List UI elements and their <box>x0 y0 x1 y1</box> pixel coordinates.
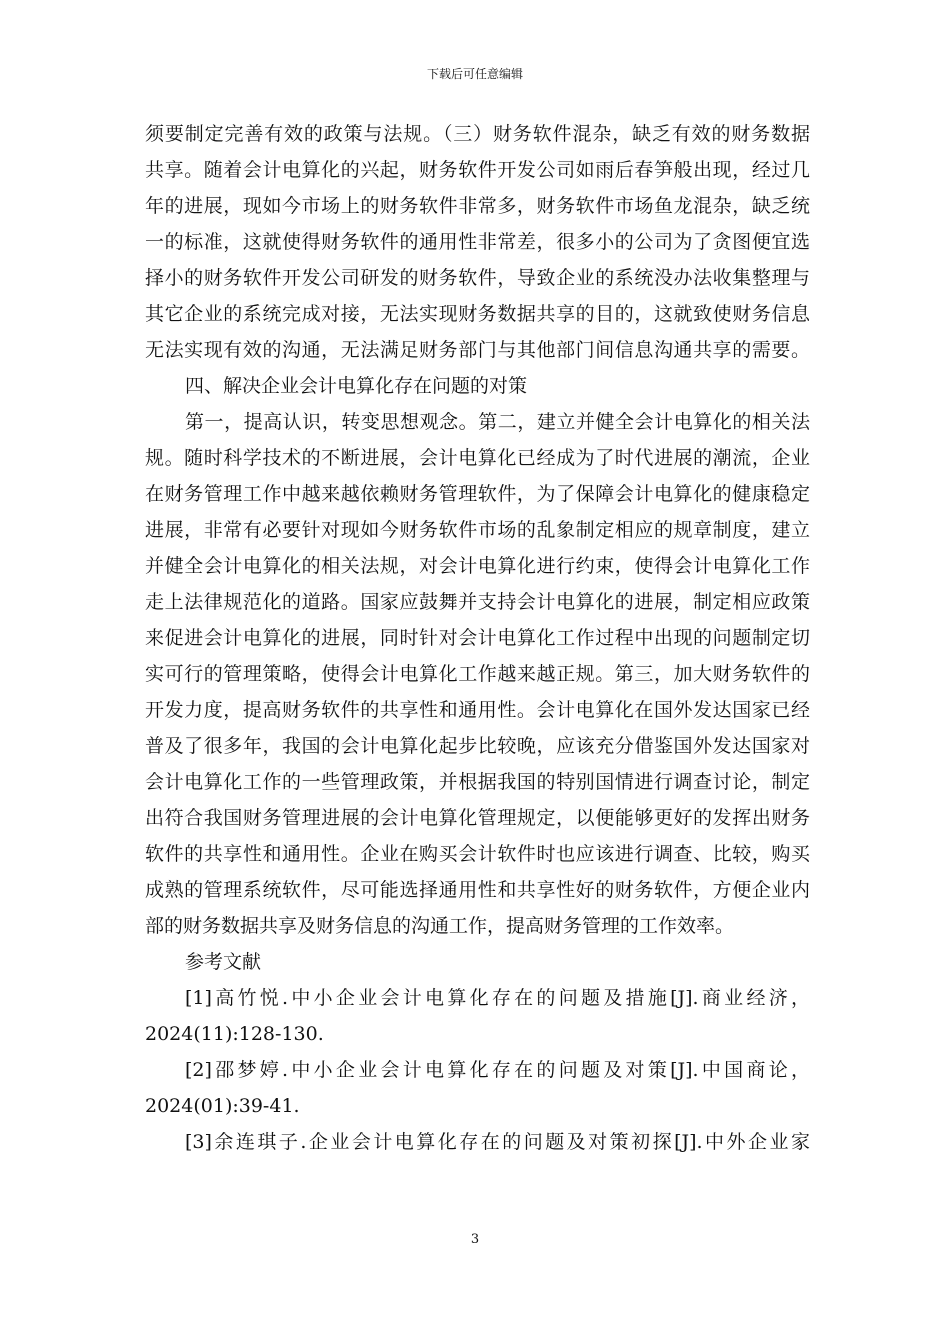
paragraph-line: 并健全会计电算化的相关法规，对会计电算化进行约束，使得会计电算化工作 <box>145 555 810 577</box>
paragraph-line: 共享。随着会计电算化的兴起，财务软件开发公司如雨后春笋般出现，经过几 <box>145 159 810 181</box>
reference-line: 2024(01):39-41. <box>145 1095 300 1117</box>
reference-line: 2024(11):128-130. <box>145 1023 324 1045</box>
paragraph-financial-software <box>145 116 810 368</box>
paragraph-line: 走上法律规范化的道路。国家应鼓舞并支持会计电算化的进展，制定相应政策 <box>145 591 810 613</box>
paragraph-line: 须要制定完善有效的政策与法规。（三）财务软件混杂，缺乏有效的财务数据 <box>145 123 810 145</box>
paragraph-line: 择小的财务软件开发公司研发的财务软件，导致企业的系统没办法收集整理与 <box>145 267 810 289</box>
paragraph-line: 一的标准，这就使得财务软件的通用性非常差，很多小的公司为了贪图便宜选 <box>145 231 810 253</box>
paragraph-line: 会计电算化工作的一些管理政策，并根据我国的特别国情进行调查讨论，制定 <box>145 771 810 793</box>
paragraph-line: 进展，非常有必要针对现如今财务软件市场的乱象制定相应的规章制度，建立 <box>145 519 810 541</box>
paragraph-line: 软件的共享性和通用性。企业在购买会计软件时也应该进行调查、比较，购买 <box>145 843 810 865</box>
paragraph-line: 来促进会计电算化的进展，同时针对会计电算化工作过程中出现的问题制定切 <box>145 627 810 649</box>
paragraph-countermeasures <box>145 404 810 944</box>
paragraph-line: 普及了很多年，我国的会计电算化起步比较晚，应该充分借鉴国外发达国家对 <box>145 735 810 757</box>
reference-item <box>145 1124 810 1160</box>
reference-list <box>145 980 810 1160</box>
paragraph-line: 规。随时科学技术的不断进展，会计电算化已经成为了时代进展的潮流，企业 <box>145 447 810 469</box>
page-header: 下载后可任意编辑 <box>426 67 523 81</box>
reference-item <box>145 980 810 1052</box>
reference-line: [2]邵梦婷.中小企业会计电算化存在的问题及对策[J].中国商论， <box>185 1059 810 1081</box>
reference-line: [3]余连琪子.企业会计电算化存在的问题及对策初探[J].中外企业家 <box>185 1131 810 1153</box>
paragraph-line: 成熟的管理系统软件，尽可能选择通用性和共享性好的财务软件，方便企业内 <box>145 879 810 901</box>
paragraph-line: 年的进展，现如今市场上的财务软件非常多，财务软件市场鱼龙混杂，缺乏统 <box>145 195 810 217</box>
document-body <box>145 116 810 1160</box>
paragraph-line: 出符合我国财务管理进展的会计电算化管理规定，以便能够更好的发挥出财务 <box>145 807 810 829</box>
section-heading: 四、解决企业会计电算化存在问题的对策 <box>185 375 528 397</box>
reference-item <box>145 1052 810 1124</box>
paragraph-line: 部的财务数据共享及财务信息的沟通工作，提高财务管理的工作效率。 <box>145 915 735 937</box>
paragraph-line: 开发力度，提高财务软件的共享性和通用性。会计电算化在国外发达国家已经 <box>145 699 810 721</box>
paragraph-line: 其它企业的系统完成对接，无法实现财务数据共享的目的，这就致使财务信息 <box>145 303 810 325</box>
reference-line: [1]高竹悦.中小企业会计电算化存在的问题及措施[J].商业经济， <box>185 987 810 1009</box>
paragraph-line: 在财务管理工作中越来越依赖财务管理软件，为了保障会计电算化的健康稳定 <box>145 483 810 505</box>
paragraph-line: 无法实现有效的沟通，无法满足财务部门与其他部门间信息沟通共享的需要。 <box>145 339 810 361</box>
page-number: 3 <box>470 1232 480 1247</box>
references-title: 参考文献 <box>185 951 262 973</box>
paragraph-line: 实可行的管理策略，使得会计电算化工作越来越正规。第三，加大财务软件的 <box>145 663 810 685</box>
paragraph-line: 第一，提高认识，转变思想观念。第二，建立并健全会计电算化的相关法 <box>185 411 810 433</box>
